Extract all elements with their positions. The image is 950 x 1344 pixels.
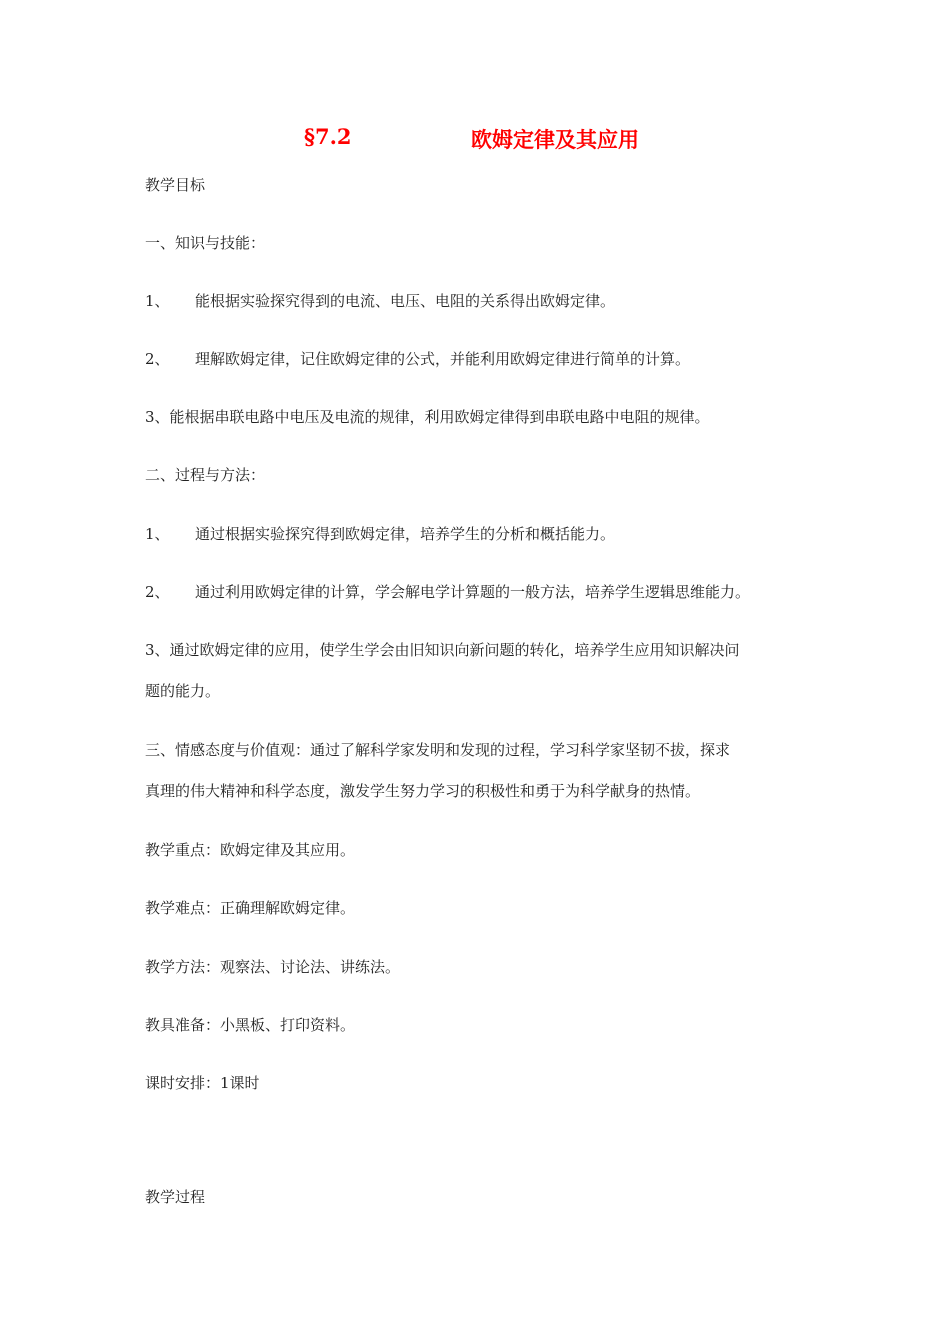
heading-process: 教学过程 <box>145 1188 206 1206</box>
part3-line1: 三、情感态度与价值观：通过了解科学家发明和发现的过程，学习科学家坚韧不拔，探求 <box>145 741 731 759</box>
document-title <box>0 124 950 154</box>
part2-heading: 二、过程与方法： <box>145 466 266 484</box>
item-number: 2、 <box>145 583 170 601</box>
heading-goals: 教学目标 <box>145 176 206 194</box>
item-text: 能根据实验探究得到的电流、电压、电阻的关系得出欧姆定律。 <box>195 292 616 310</box>
item-number: 1、 <box>145 525 170 543</box>
part2-item-2 <box>145 582 750 602</box>
item-text: 理解欧姆定律，记住欧姆定律的公式，并能利用欧姆定律进行简单的计算。 <box>195 350 691 368</box>
section-name: 欧姆定律及其应用 <box>471 127 639 152</box>
part1-item-1 <box>145 291 615 311</box>
part1-item-3: 3、能根据串联电路中电压及电流的规律，利用欧姆定律得到串联电路中电阻的规律。 <box>145 408 710 426</box>
part2-item-3-line1: 3、通过欧姆定律的应用，使学生学会由旧知识向新问题的转化，培养学生应用知识解决问 <box>145 641 740 659</box>
item-number: 1、 <box>145 292 170 310</box>
teaching-tools: 教具准备：小黑板、打印资料。 <box>145 1016 356 1034</box>
section-number: §7.2 <box>304 124 352 149</box>
item-text: 通过利用欧姆定律的计算，学会解电学计算题的一般方法，培养学生逻辑思维能力。 <box>195 583 751 601</box>
item-text: 通过根据实验探究得到欧姆定律，培养学生的分析和概括能力。 <box>195 525 616 543</box>
part3-line2: 真理的伟大精神和科学态度，激发学生努力学习的积极性和勇于为科学献身的热情。 <box>145 782 701 800</box>
part2-item-1 <box>145 524 615 544</box>
difficulty: 教学难点：正确理解欧姆定律。 <box>145 899 356 917</box>
item-number: 2、 <box>145 350 170 368</box>
schedule: 课时安排：1课时 <box>145 1074 260 1092</box>
part2-item-3-line2: 题的能力。 <box>145 682 221 700</box>
part1-heading: 一、知识与技能： <box>145 234 266 252</box>
part1-item-2 <box>145 349 690 369</box>
teaching-method: 教学方法：观察法、讨论法、讲练法。 <box>145 958 401 976</box>
key-point: 教学重点：欧姆定律及其应用。 <box>145 841 356 859</box>
